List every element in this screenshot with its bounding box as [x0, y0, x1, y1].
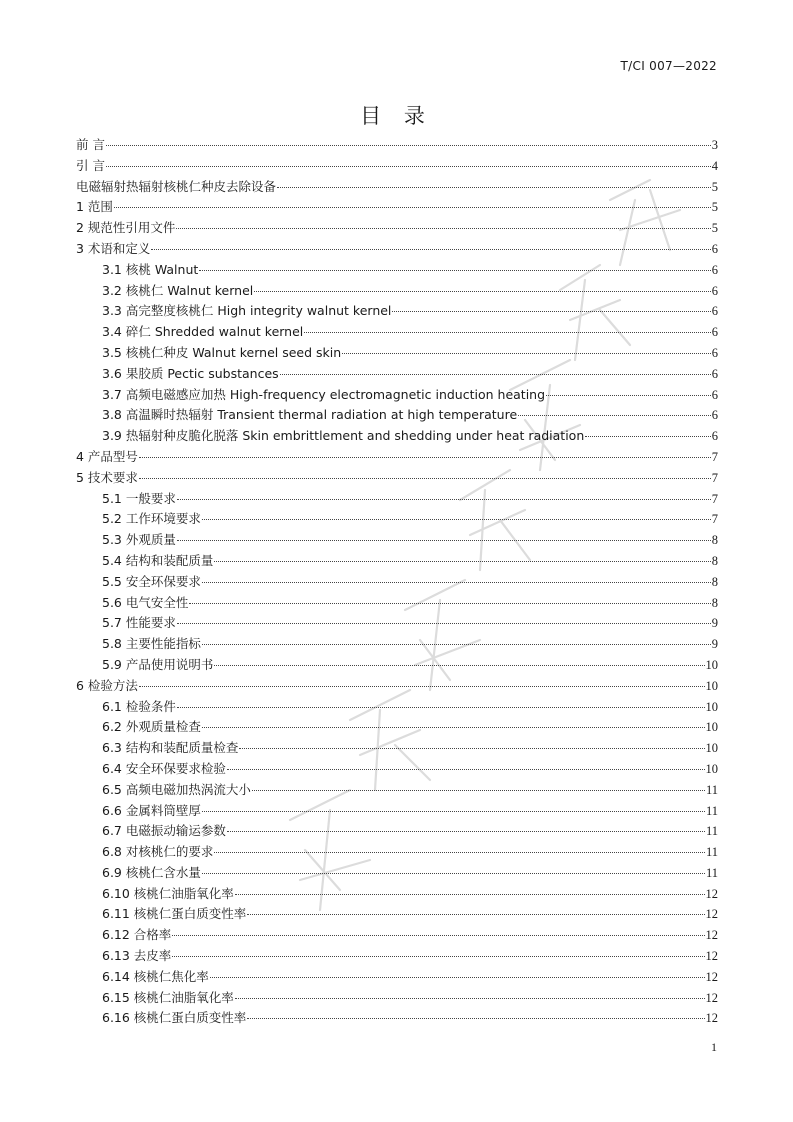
toc-entry-page: 6 [711, 262, 718, 277]
toc-entry-page: 10 [705, 720, 718, 735]
toc-entry-page: 6 [711, 283, 718, 298]
toc-entry-page: 6 [711, 241, 718, 256]
toc-entry-page: 11 [705, 803, 718, 818]
toc-leader-dots [202, 811, 705, 812]
toc-entry-label: 3.3 高完整度核桃仁 High integrity walnut kernel [102, 303, 392, 319]
toc-leader-dots [392, 311, 710, 312]
toc-entry[interactable] [76, 697, 718, 718]
toc-entry-page: 6 [711, 325, 718, 340]
toc-entry[interactable] [76, 801, 718, 822]
toc-entry[interactable] [76, 489, 718, 510]
toc-entry-label: 6.6 金属料筒壁厚 [102, 802, 201, 818]
toc-leader-dots [202, 873, 705, 874]
toc-leader-dots [247, 1018, 704, 1019]
toc-entry[interactable] [76, 572, 718, 593]
toc-entry[interactable] [76, 218, 718, 239]
toc-entry[interactable] [76, 135, 718, 156]
toc-entry-page: 8 [711, 574, 718, 589]
toc-leader-dots [114, 207, 711, 208]
toc-entry[interactable] [76, 946, 718, 967]
toc-entry-label: 5 技术要求 [76, 469, 138, 485]
toc-leader-dots [254, 291, 711, 292]
toc-leader-dots [139, 478, 711, 479]
toc-entry-page: 5 [711, 221, 718, 236]
toc-entry-page: 12 [705, 907, 718, 922]
toc-entry-label: 前 言 [76, 137, 105, 152]
toc-entry-page: 5 [711, 200, 718, 215]
toc-entry[interactable] [76, 738, 718, 759]
toc-entry-label: 5.4 结构和装配质量 [102, 552, 214, 568]
toc-entry[interactable] [76, 821, 718, 842]
toc-leader-dots [214, 852, 705, 853]
toc-entry-label: 3.5 核桃仁种皮 Walnut kernel seed skin [102, 344, 342, 360]
toc-entry-page: 3 [711, 138, 718, 152]
toc-entry[interactable] [76, 676, 718, 697]
toc-entry-page: 9 [711, 616, 718, 631]
toc-entry-page: 7 [711, 449, 718, 464]
toc-entry[interactable] [76, 239, 718, 260]
toc-entry-label: 5.5 安全环保要求 [102, 573, 201, 589]
toc-entry-page: 10 [705, 657, 718, 672]
toc-entry[interactable] [76, 613, 718, 634]
toc-leader-dots [518, 415, 711, 416]
toc-entry[interactable] [76, 177, 718, 198]
toc-entry[interactable] [76, 551, 718, 572]
toc-entry-label: 3.7 高频电磁感应加热 High-frequency electromagnetic induction heating [102, 386, 546, 402]
toc-entry-page: 6 [711, 429, 718, 444]
toc-entry-page: 8 [711, 533, 718, 548]
toc-entry-page: 6 [711, 366, 718, 381]
toc-entry-page: 6 [711, 304, 718, 319]
toc-leader-dots [106, 145, 711, 146]
toc-entry-page: 10 [705, 761, 718, 776]
toc-entry[interactable] [76, 156, 718, 177]
toc-entry-label: 6.8 对核桃仁的要求 [102, 844, 214, 860]
toc-leader-dots [210, 977, 705, 978]
toc-entry-label: 5.8 主要性能指标 [102, 636, 201, 652]
toc-leader-dots [235, 894, 705, 895]
toc-entry-label: 电磁辐射热辐射核桃仁种皮去除设备 [76, 178, 277, 194]
toc-entry[interactable] [76, 468, 718, 489]
toc-entry[interactable] [76, 634, 718, 655]
toc-entry-label: 3.6 果胶质 Pectic substances [102, 365, 279, 381]
document-code: T/CI 007—2022 [620, 59, 717, 73]
toc-entry-page: 7 [711, 470, 718, 485]
toc-leader-dots [172, 956, 704, 957]
toc-entry[interactable] [76, 904, 718, 925]
toc-entry[interactable] [76, 967, 718, 988]
toc-entry-label: 引 言 [76, 157, 105, 173]
toc-leader-dots [277, 187, 711, 188]
toc-entry[interactable] [76, 260, 718, 281]
toc-entry-page: 6 [711, 345, 718, 360]
toc-entry-page: 6 [711, 408, 718, 423]
toc-entry[interactable] [76, 447, 718, 468]
toc-leader-dots [546, 395, 711, 396]
toc-entry[interactable] [76, 988, 718, 1009]
toc-leader-dots [177, 499, 711, 500]
toc-entry-label: 6.11 核桃仁蛋白质变性率 [102, 906, 247, 922]
toc-entry-page: 11 [705, 782, 718, 797]
toc-entry[interactable] [76, 759, 718, 780]
toc-leader-dots [139, 686, 705, 687]
toc-entry-label: 4 产品型号 [76, 448, 138, 464]
toc-leader-dots [202, 727, 705, 728]
toc-entry-page: 12 [705, 969, 718, 984]
toc-entry[interactable] [76, 884, 718, 905]
page-title: 目 录 [360, 104, 433, 128]
toc-leader-dots [139, 457, 711, 458]
toc-leader-dots [189, 603, 710, 604]
toc-leader-dots [177, 707, 705, 708]
toc-leader-dots [172, 935, 704, 936]
toc-entry[interactable] [76, 301, 718, 322]
toc-entry-label: 6.4 安全环保要求检验 [102, 760, 226, 776]
toc-leader-dots [247, 914, 704, 915]
toc-entry[interactable] [76, 364, 718, 385]
toc-entry-label: 6.1 检验条件 [102, 698, 176, 714]
toc-entry-label: 6.5 高频电磁加热涡流大小 [102, 781, 251, 797]
toc-entry-page: 9 [711, 637, 718, 652]
toc-entry-label: 6.12 合格率 [102, 927, 172, 943]
toc-leader-dots [177, 540, 711, 541]
toc-entry-page: 12 [705, 990, 718, 1005]
toc-entry-label: 5.3 外观质量 [102, 532, 176, 548]
toc-leader-dots [177, 623, 711, 624]
toc-entry[interactable] [76, 281, 718, 302]
toc-entry-label: 3.2 核桃仁 Walnut kernel [102, 282, 254, 298]
toc-entry-page: 7 [711, 491, 718, 506]
toc-entry-label: 6.15 核桃仁油脂氧化率 [102, 989, 234, 1005]
toc-leader-dots [239, 748, 704, 749]
toc-entry-page: 8 [711, 553, 718, 568]
toc-leader-dots [227, 831, 705, 832]
toc-leader-dots [252, 790, 705, 791]
toc-entry-label: 6 检验方法 [76, 677, 138, 693]
toc-entry[interactable] [76, 593, 718, 614]
toc-entry[interactable] [76, 1008, 718, 1029]
toc-entry-label: 6.10 核桃仁油脂氧化率 [102, 885, 234, 901]
toc-entry-page: 12 [705, 1011, 718, 1026]
toc-entry[interactable] [76, 385, 718, 406]
toc-entry-label: 3 术语和定义 [76, 240, 151, 256]
toc-entry-label: 3.1 核桃 Walnut [102, 261, 199, 277]
toc-entry[interactable] [76, 842, 718, 863]
toc-leader-dots [214, 665, 704, 666]
toc-leader-dots [176, 228, 710, 229]
toc-leader-dots [202, 644, 711, 645]
toc-entry-label: 3.9 热辐射种皮脆化脱落 Skin embrittlement and shedding under heat radiation [102, 428, 585, 444]
toc-leader-dots [151, 249, 710, 250]
toc-entry-label: 5.1 一般要求 [102, 490, 176, 506]
toc-entry[interactable] [76, 863, 718, 884]
toc-entry[interactable] [76, 717, 718, 738]
toc-entry-page: 12 [705, 928, 718, 943]
toc-entry-page: 6 [711, 387, 718, 402]
page-number: 1 [711, 1040, 717, 1054]
toc-entry-label: 5.7 性能要求 [102, 615, 176, 631]
toc-leader-dots [304, 332, 710, 333]
toc-entry-page: 4 [711, 158, 718, 173]
toc-entry-page: 12 [705, 949, 718, 964]
toc-entry-page: 5 [711, 179, 718, 194]
toc-leader-dots [202, 519, 711, 520]
toc-entry-label: 6.13 去皮率 [102, 948, 172, 964]
toc-leader-dots [214, 561, 710, 562]
toc-entry-label: 6.16 核桃仁蛋白质变性率 [102, 1010, 247, 1026]
toc-entry-page: 7 [711, 512, 718, 527]
toc-leader-dots [585, 436, 711, 437]
toc-entry-label: 6.7 电磁振动输运参数 [102, 823, 226, 839]
toc-entry-label: 6.2 外观质量检查 [102, 719, 201, 735]
toc-leader-dots [202, 582, 711, 583]
toc-entry[interactable] [76, 343, 718, 364]
toc-entry-page: 11 [705, 865, 718, 880]
toc-entry[interactable] [76, 426, 718, 447]
toc-leader-dots [280, 374, 711, 375]
table-of-contents [76, 135, 718, 1029]
toc-entry-page: 10 [705, 699, 718, 714]
toc-entry-label: 6.9 核桃仁含水量 [102, 864, 201, 880]
toc-leader-dots [227, 769, 705, 770]
toc-entry-label: 5.2 工作环境要求 [102, 511, 201, 527]
toc-entry-label: 3.8 高温瞬时热辐射 Transient thermal radiation at high temperature [102, 407, 518, 423]
toc-entry-label: 6.14 核桃仁焦化率 [102, 968, 209, 984]
toc-entry-label: 1 范围 [76, 199, 113, 215]
toc-entry-page: 12 [705, 886, 718, 901]
toc-entry-page: 10 [705, 741, 718, 756]
toc-entry[interactable] [76, 530, 718, 551]
toc-entry[interactable] [76, 405, 718, 426]
toc-entry-label: 5.6 电气安全性 [102, 594, 189, 610]
toc-entry[interactable] [76, 655, 718, 676]
toc-leader-dots [342, 353, 711, 354]
toc-entry-label: 5.9 产品使用说明书 [102, 656, 214, 672]
toc-entry[interactable] [76, 509, 718, 530]
toc-leader-dots [106, 166, 711, 167]
toc-entry-page: 11 [705, 845, 718, 860]
toc-leader-dots [235, 998, 705, 999]
toc-entry-page: 11 [705, 824, 718, 839]
toc-entry-label: 6.3 结构和装配质量检查 [102, 740, 239, 756]
toc-entry[interactable] [76, 322, 718, 343]
toc-entry-page: 8 [711, 595, 718, 610]
toc-entry[interactable] [76, 925, 718, 946]
toc-entry-label: 2 规范性引用文件 [76, 220, 176, 236]
toc-entry[interactable] [76, 197, 718, 218]
toc-entry-page: 10 [705, 678, 718, 693]
toc-entry-label: 3.4 碎仁 Shredded walnut kernel [102, 324, 304, 340]
toc-leader-dots [199, 270, 710, 271]
toc-entry[interactable] [76, 780, 718, 801]
